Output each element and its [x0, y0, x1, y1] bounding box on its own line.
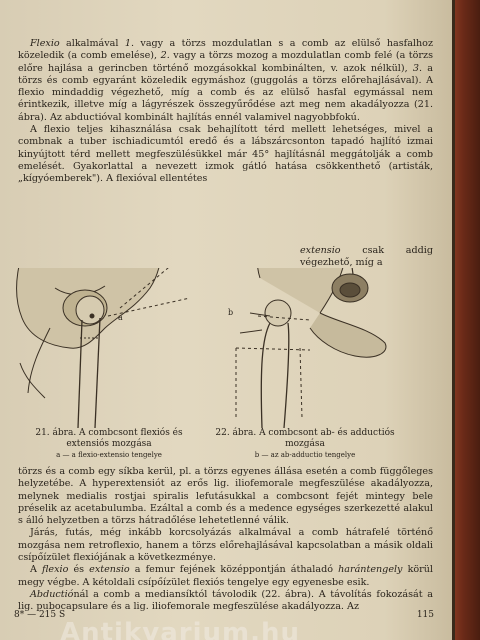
figure-21-pelvis-lateral — [17, 268, 190, 428]
figure-22-caption — [200, 428, 410, 461]
figure-22-caption-text: 22. ábra. A combcsont ab- és adductiós mozgása — [215, 428, 395, 449]
paragraph-axis: A flexio és extensio a femur fejének középpontján áthaladó harántengely körül megy végbe. A kétoldali csípőízület flexiós tengelye egy egyenesbe esik. — [18, 564, 433, 588]
paragraph-jaras: Járás, futás, még inkább korcsolyázás alkalmával a comb hátrafelé történő mozgása nem retroflexio, hanem a törzs előrehajlásával kapcsolatban a másik oldali csípőízület flexiójának a következménye. — [18, 527, 433, 564]
figure-22-caption-sub: b — az ab-adductio tengelye — [254, 451, 356, 459]
label-a: a — [118, 313, 123, 322]
paragraph-extensio: törzs és a comb egy síkba kerül, pl. a törzs egyenes állása esetén a comb függőleges helyzetébe. A hyperextensiót az erős lig. iliofemorale megfeszülése akadályozza, melynek medialis rostjai spiralis lefutásukkal a combcsont fejét mintegy bele préselik az acetabulumba. Ezáltal a comb és a medence egységes szerkezetté alakul s álló helyzetben a törzs hátradőlése lehetetlenné válik. — [18, 466, 433, 527]
paragraph-flexio: Flexio alkalmával 1. vagy a törzs mozdulatlan s a comb az elülső hasfalhoz közeledik (a comb emelése), 2. vagy a törzs mozog a mozdulatlan comb felé (a törzs előre hajlása a gerincben történő mozgásokkal kombinálten, v. azok nélkül), 3. a törzs és comb egyaránt közeledik egymáshoz (guggolás a törzs előrehajlásával). A flexio mindaddig végezhető, míg a comb és az elülső hasfal egymással nem érintkezik, illetve míg a lágyrészek összegyűrődése azt meg nem akadályozza (21. ábra). Az abductióval kombinált hajlítás ennél valamivel nagyobbfokú. — [18, 38, 434, 123]
figure-21-caption — [14, 428, 204, 461]
figure-21-caption-text: 21. ábra. A combcsont flexiós és extensiós mozgása — [35, 428, 183, 449]
figure-area — [0, 268, 452, 428]
footer-signature: 8* — 215 S — [14, 610, 66, 620]
book-cover-edge — [452, 0, 480, 640]
figure-21-caption-sub: a — a flexio-extensio tengelye — [56, 451, 162, 459]
top-text-block — [18, 38, 433, 186]
watermark: Antikvarium.hu — [60, 618, 300, 640]
anatomical-illustrations — [0, 268, 452, 428]
right-column-text: extensio csak addig végezhető, míg a — [300, 245, 433, 269]
page-number: 115 — [416, 610, 434, 620]
label-b: b — [228, 308, 234, 317]
paragraph-flexio-full: A flexio teljes kihasználása csak behajlított térd mellett lehetséges, mivel a combnak a tuber ischiadicumtól eredő és a lábszárcsonton tapadó hajlító izmai kinyújtott térd mellett megfeszülésükkel már 45° hajlításnál meggátolják a comb emelését. Gyakorlattal a nevezett izmok gátló hatása csökkenthető (artisták, „kígyóemberek"). A flexióval ellentétes — [18, 124, 433, 185]
paragraph-abductio: Abductiónál a comb a mediansíktól távolodik (22. ábra). A távolítás fokozását a lig. pubocapsulare és a lig. iliofemorale megfeszülése akadályozza. Az — [18, 588, 433, 613]
figure-22-pelvis-frontal — [236, 268, 386, 428]
bottom-text-block — [18, 466, 433, 614]
